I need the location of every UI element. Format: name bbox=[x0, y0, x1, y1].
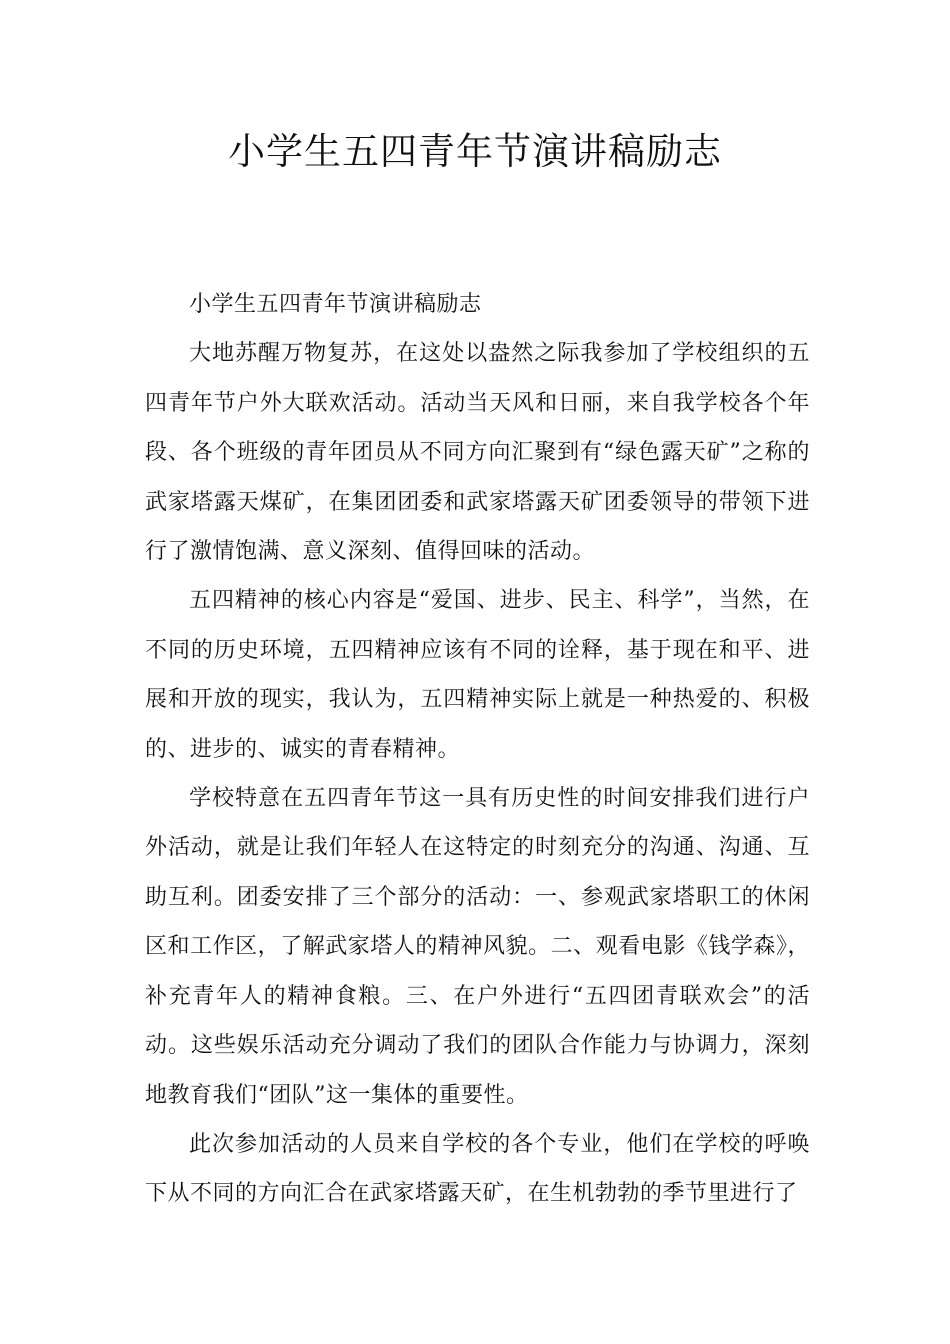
document-body bbox=[145, 280, 810, 1219]
paragraph: 五四精神的核心内容是“爱国、进步、民主、科学”，当然，在不同的历史环境，五四精神应该有不同的诠释，基于现在和平、进展和开放的现实，我认为，五四精神实际上就是一种热爱的、积极的、进步的、诚实的青春精神。 bbox=[145, 588, 810, 762]
paragraph: 大地苏醒万物复苏，在这处以盎然之际我参加了学校组织的五四青年节户外大联欢活动。活动当天风和日丽，来自我学校各个年段、各个班级的青年团员从不同方向汇聚到有“绿色露天矿”之称的武家塔露天煤矿，在集团团委和武家塔露天矿团委领导的带领下进行了激情饱满、意义深刻、值得回味的活动。 bbox=[145, 341, 810, 565]
paragraph-subtitle: 小学生五四青年节演讲稿励志 bbox=[189, 292, 482, 317]
document-title: 小学生五四青年节演讲稿励志 bbox=[228, 130, 722, 173]
paragraph: 学校特意在五四青年节这一具有历史性的时间安排我们进行户外活动，就是让我们年轻人在这特定的时刻充分的沟通、沟通、互助互利。团委安排了三个部分的活动：一、参观武家塔职工的休闲区和工作区，了解武家塔人的精神风貌。二、观看电影《钱学森》，补充青年人的精神食粮。三、在户外进行“五四团青联欢会”的活动。这些娱乐活动充分调动了我们的团队合作能力与协调力，深刻地教育我们“团队”这一集体的重要性。 bbox=[145, 786, 810, 1108]
paragraph: 此次参加活动的人员来自学校的各个专业，他们在学校的呼唤下从不同的方向汇合在武家塔露天矿，在生机勃勃的季节里进行了 bbox=[145, 1131, 810, 1207]
